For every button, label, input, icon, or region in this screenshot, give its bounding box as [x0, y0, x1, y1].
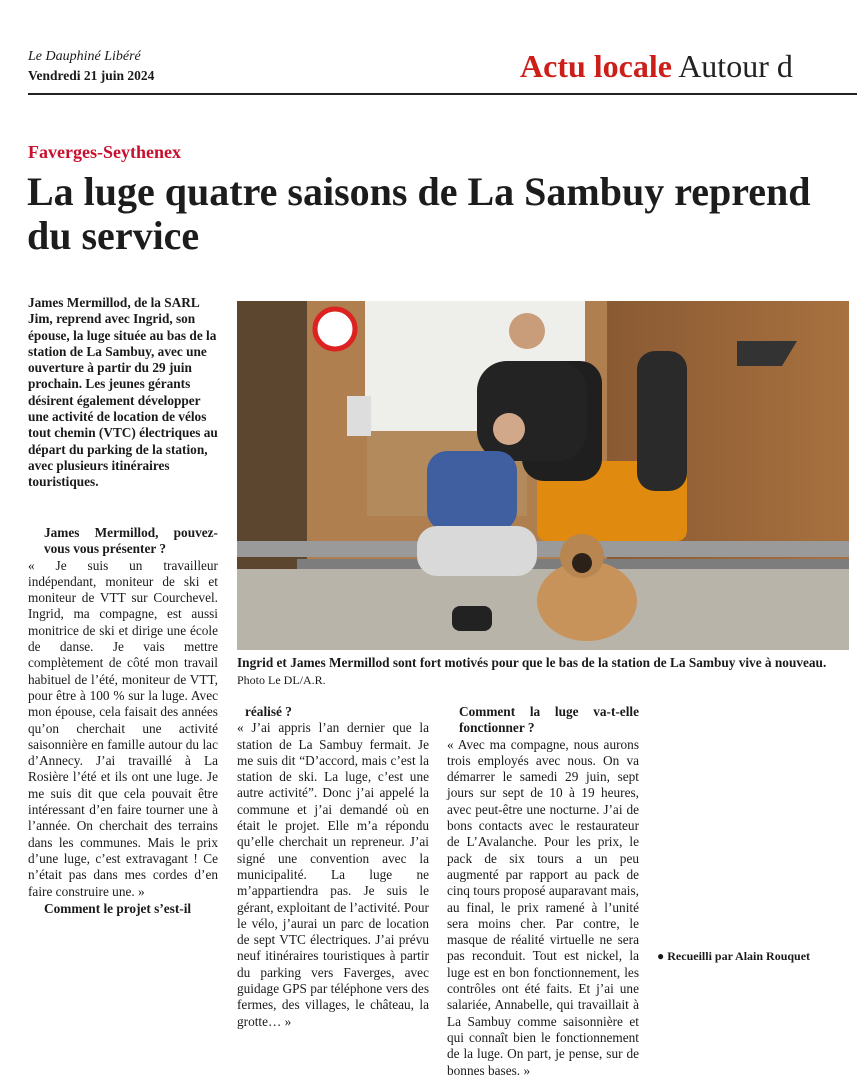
article-signature: ● Recueilli par Alain Rouquet	[657, 949, 811, 963]
interview-answer	[28, 558, 218, 900]
newspaper-name: Le Dauphiné Libéré	[28, 49, 141, 64]
answer-text-1: « Je suis un travailleur indépendant, moniteur de ski et moniteur de VTT sur Courchevel. Ingrid, ma compagne, est aussi monitrice de ski et dirige une école de danse. Je vais mettre complètement de côté mon travail habituel de l’été, moniteur de VTT, pour être à 100 % sur la luge. Avec mon épouse, cela faisait des années qu’on cherchait une activité saisonnière en famille autour du lac d’Annecy. J’ai travaillé à La Rosière l’été et ils ont une luge. Je me suis dit que cela pouvait être intéressant d’en faire tourner une à l’année. On cherchait des terrains dans les communes. Mais le prix d’une luge, c’est extravagant ! Ce n’était pas dans mes cordes d’en faire construire une. »	[28, 557, 218, 899]
issue-date: Vendredi 21 juin 2024	[28, 68, 155, 83]
subsection-name: Autour d	[678, 48, 793, 84]
article-lead: James Mermillod, de la SARL Jim, reprend avec Ingrid, son épouse, la luge située au bas de la station de La Sambuy, avec une ouverture à partir du 29 juin prochain. Les jeunes gérants désirent également développer une activité de location de vélos tout chemin (VTC) électriques au départ du parking de la station, avec plusieurs itinéraires touristiques.	[28, 295, 218, 490]
signature-text: Recueilli par Alain Rouquet	[667, 949, 811, 963]
article-photo	[237, 301, 849, 650]
interview-answer	[447, 737, 639, 1079]
interview-question: James Mermillod, pouvez-vous vous présenter ?	[44, 525, 218, 557]
column-2	[237, 704, 429, 1030]
column-1	[28, 525, 218, 917]
caption-text: Ingrid et James Mermillod sont fort motivés pour que le bas de la station de La Sambuy vive à nouveau.	[237, 655, 827, 670]
section-header	[520, 48, 793, 85]
article-location: Faverges-Seythenex	[28, 142, 181, 162]
interview-question: Comment le projet s’est-il	[44, 900, 192, 916]
interview-question: Comment la luge va-t-elle fonctionner ?	[459, 704, 639, 736]
photo-illustration	[237, 301, 849, 650]
photo-caption	[237, 655, 849, 688]
interview-answer	[237, 720, 429, 1030]
answer-text-3: « Avec ma compagne, nous aurons trois employés avec nous. On va démarrer le samedi 29 juin, sept jours sur sept de 10 à 19 heures, avec peut-être une nocturne. J’ai de bons contacts avec le restaurateur de L’Avalanche. Pour les prix, le pack de six tours a un peu augmenté par rapport au pack de cinq tours proposé auparavant mais, au final, le prix ramené à l’unité sera moins cher. Par contre, le masque de réalité virtuelle ne sera pas reconduit. Tout est nickel, la luge est en bon fonctionnement, les contrôles ont été faits. Et j’ai une salariée, Annabelle, qui travaillait à La Sambuy comme saisonnière et qui connaît bien le fonctionnement de la luge. On part, je pense, sur de bonnes bases. »	[447, 736, 639, 1078]
answer-text-2: « J’ai appris l’an dernier que la station de La Sambuy fermait. Je me suis dit “D’accord, mais c’est la station de ski. La luge, c’est une autre activité”. Donc j’ai appelé la commune et j’ai demandé où en était le projet. Elle m’a répondu qu’elle cherchait un repreneur. J’ai signé une convention avec la municipalité. La luge ne m’appartiendra pas. Je suis le gérant, exploitant de l’activité. Pour le vélo, j’aurai un parc de location de sept VTC électriques. J’ai prévu neuf itinéraires touristiques à partir du parking vers Faverges, avec guidage GPS par téléphone vers des fermes, des villages, le château, la grotte… »	[237, 720, 429, 1029]
article-title: La luge quatre saisons de La Sambuy reprend du service	[27, 169, 811, 258]
interview-question: réalisé ?	[245, 704, 292, 719]
column-3	[447, 704, 639, 1079]
photo-credit: Photo Le DL/A.R.	[237, 672, 326, 687]
column-4	[657, 948, 849, 964]
section-name: Actu locale	[520, 48, 672, 84]
header-rule	[28, 93, 857, 95]
